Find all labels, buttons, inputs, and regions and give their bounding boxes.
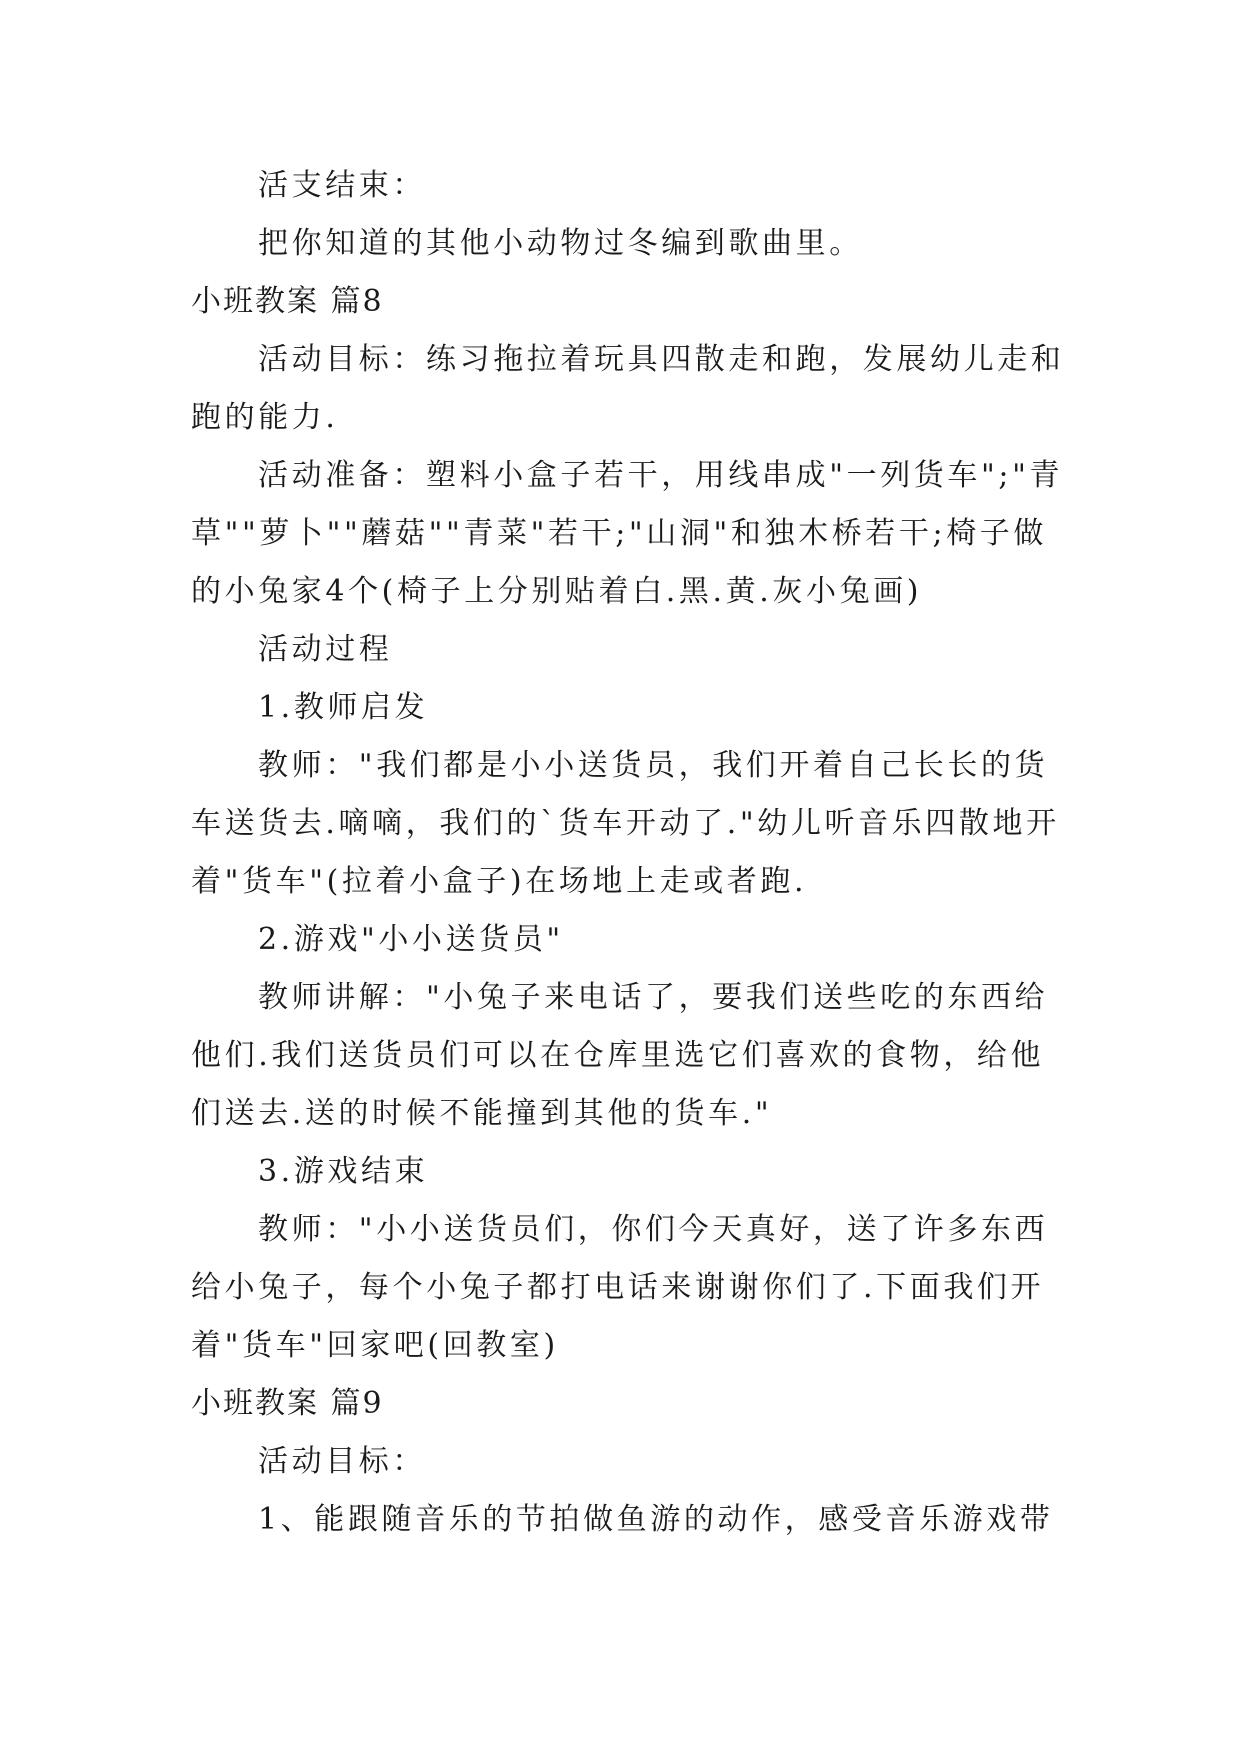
paragraph-line: 的小兔家4个(椅子上分别贴着白.黑.黄.灰小兔画) bbox=[191, 574, 923, 609]
paragraph-line: 草""萝卜""蘑菇""青菜"若干;"山洞"和独木桥若干;椅子做 bbox=[191, 516, 1048, 551]
paragraph-line: 们送去.送的时候不能撞到其他的货车." bbox=[191, 1096, 773, 1131]
paragraph-line: 活动目标： bbox=[258, 1444, 426, 1479]
paragraph-line: 教师讲解："小兔子来电话了，要我们送些吃的东西给 bbox=[258, 980, 1049, 1015]
paragraph-line: 着"货车"(拉着小盒子)在场地上走或者跑. bbox=[191, 864, 808, 899]
paragraph-line: 3.游戏结束 bbox=[258, 1154, 429, 1189]
paragraph-line: 活动目标：练习拖拉着玩具四散走和跑，发展幼儿走和 bbox=[258, 342, 1065, 377]
paragraph-line: 1、能跟随音乐的节拍做鱼游的动作，感受音乐游戏带 bbox=[258, 1502, 1054, 1537]
paragraph-line: 着"货车"回家吧(回教室) bbox=[191, 1328, 559, 1363]
paragraph-line: 活支结束： bbox=[258, 168, 426, 203]
paragraph-line: 活动准备：塑料小盒子若干，用线串成"一列货车";"青 bbox=[258, 458, 1064, 493]
paragraph-line: 教师："小小送货员们，你们今天真好，送了许多东西 bbox=[258, 1212, 1049, 1247]
paragraph-line: 给小兔子，每个小兔子都打电话来谢谢你们了.下面我们开 bbox=[191, 1270, 1045, 1305]
paragraph-line: 活动过程 bbox=[258, 632, 393, 667]
paragraph-line: 跑的能力. bbox=[191, 400, 339, 435]
section-heading: 小班教案 篇9 bbox=[191, 1386, 384, 1421]
paragraph-line: 1.教师启发 bbox=[258, 690, 429, 725]
section-heading: 小班教案 篇8 bbox=[191, 284, 384, 319]
paragraph-line: 教师："我们都是小小送货员，我们开着自己长长的货 bbox=[258, 748, 1049, 783]
paragraph-line: 把你知道的其他小动物过冬编到歌曲里。 bbox=[258, 226, 863, 261]
paragraph-line: 2.游戏"小小送货员" bbox=[258, 922, 564, 957]
paragraph-line: 车送货去.嘀嘀，我们的`货车开动了."幼儿听音乐四散地开 bbox=[191, 806, 1060, 841]
paragraph-line: 他们.我们送货员们可以在仓库里选它们喜欢的食物，给他 bbox=[191, 1038, 1045, 1073]
